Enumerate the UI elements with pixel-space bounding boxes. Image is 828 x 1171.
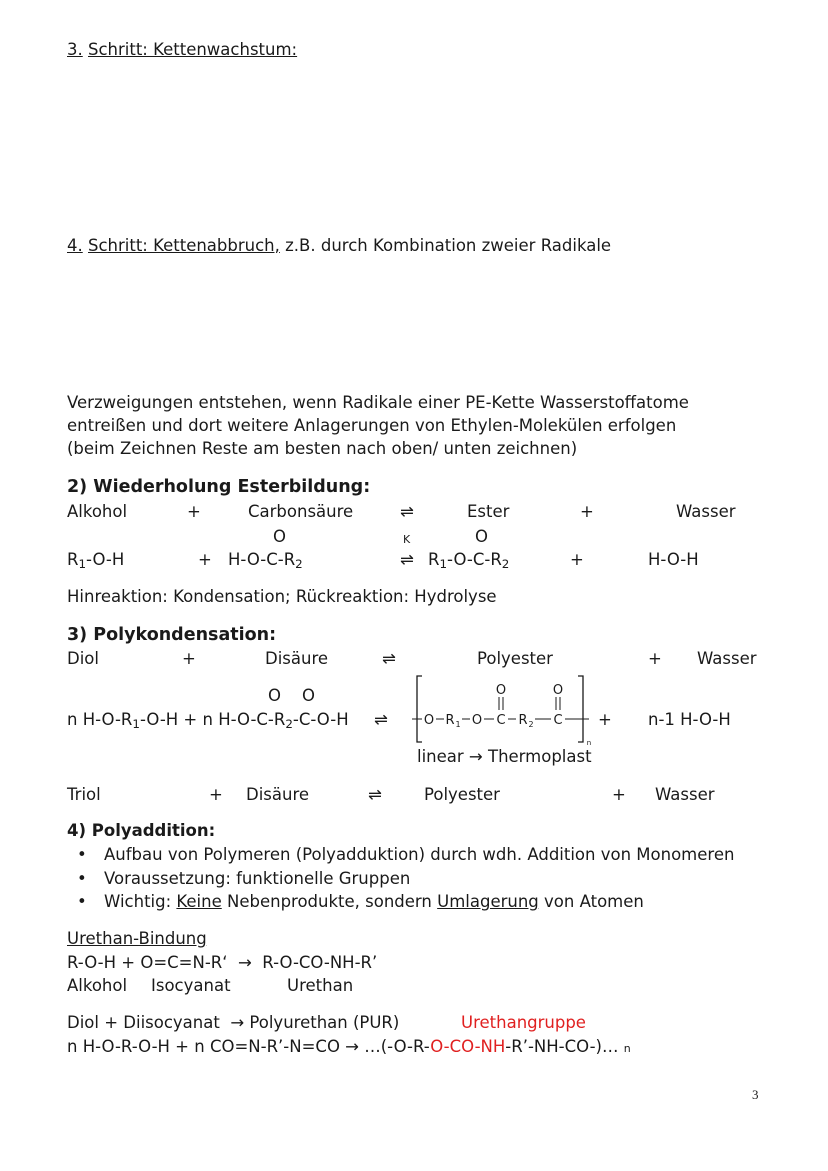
sec2-carbonyl-o2: O bbox=[475, 527, 488, 546]
branching-line-2: entreißen und dort weitere Anlagerungen von Ethylen-Molekülen erfolgen bbox=[67, 416, 677, 435]
sec3-diol: Diol bbox=[67, 649, 99, 668]
section4-heading: 4) Polyaddition: bbox=[67, 821, 216, 840]
sec2-note: Hinreaktion: Kondensation; Rückreaktion: Hydrolyse bbox=[67, 587, 497, 606]
sec2-plus1: + bbox=[187, 502, 201, 521]
sec3-plus2: + bbox=[648, 649, 662, 668]
struct-n: n bbox=[586, 739, 592, 746]
sec3-carbonyl-os: O O bbox=[268, 686, 315, 705]
sec2-water-formula: H-O-H bbox=[648, 550, 699, 569]
sec3-triol-plus2: + bbox=[612, 785, 626, 804]
sec3-polyester: Polyester bbox=[477, 649, 553, 668]
sec2-equilibrium: ⇌ bbox=[400, 502, 414, 521]
urethane-diol-line: Diol + Diisocyanat → Polyurethan (PUR) bbox=[67, 1013, 400, 1032]
step4-number: 4. bbox=[67, 236, 83, 255]
struct-o-top1: O bbox=[495, 683, 507, 698]
sec3-diacid: Disäure bbox=[265, 649, 329, 668]
sec3-triol-polyester: Polyester bbox=[424, 785, 500, 804]
sec3-triol: Triol bbox=[67, 785, 101, 804]
urethane-group-label: Urethangruppe bbox=[461, 1013, 586, 1032]
sec2-carbonyl-o1: O bbox=[273, 527, 286, 546]
sec2-equilibrium2: ⇌ bbox=[400, 550, 414, 569]
sec3-triol-plus1: + bbox=[209, 785, 223, 804]
section2-heading: 2) Wiederholung Esterbildung: bbox=[67, 477, 371, 497]
right-bracket bbox=[578, 676, 583, 742]
section3-heading: 3) Polykondensation: bbox=[67, 625, 277, 645]
struct-o-top2: O bbox=[552, 683, 564, 698]
sec2-alcohol: Alkohol bbox=[67, 502, 128, 521]
sec3-linear-note: linear → Thermoplast bbox=[417, 747, 592, 766]
urethane-label-alcohol: Alkohol bbox=[67, 976, 128, 995]
struct-c1: C bbox=[496, 713, 506, 728]
step3-heading bbox=[67, 40, 297, 60]
struct-r1: R bbox=[445, 713, 455, 728]
sec4-bullet-3: • Wichtig: Keine Nebenprodukte, sondern Umlagerung von Atomen bbox=[74, 892, 734, 916]
urethane-final-equation: n H-O-R-O-H + n CO=N-R’-N=CO → …(-O-R-O-CO-NH-R’-NH-CO-)… n bbox=[67, 1037, 631, 1056]
sec3-water-formula: n-1 H-O-H bbox=[648, 710, 731, 729]
struct-r2: R bbox=[518, 713, 528, 728]
sec2-ester: Ester bbox=[467, 502, 510, 521]
step4-title: Schritt: Kettenabbruch, bbox=[88, 236, 280, 255]
sec2-acid-formula: $H-O-C-R_2$ bbox=[228, 550, 303, 571]
sec4-bullet-1: • Aufbau von Polymeren (Polyadduktion) durch wdh. Addition von Monomeren bbox=[74, 845, 734, 869]
sec2-plus4: + bbox=[570, 550, 584, 569]
struct-r1-sub: 1 bbox=[455, 720, 461, 729]
struct-o: O bbox=[423, 713, 435, 728]
sec2-k-label: K bbox=[403, 533, 411, 546]
struct-r2-sub: 2 bbox=[528, 720, 534, 729]
struct-c2: C bbox=[553, 713, 563, 728]
urethane-label-isocyanate: Isocyanat bbox=[151, 976, 231, 995]
sec3-triol-water: Wasser bbox=[655, 785, 715, 804]
sec3-equilibrium: ⇌ bbox=[382, 649, 396, 668]
left-bracket bbox=[417, 676, 422, 742]
sec4-bullet-2: • Voraussetzung: funktionelle Gruppen bbox=[74, 869, 734, 893]
page-number: 3 bbox=[752, 1087, 759, 1102]
struct-o-mid: O bbox=[471, 713, 483, 728]
step3-number: 3. bbox=[67, 40, 83, 59]
sec2-r1-oh: $R_1-O-H$ bbox=[67, 550, 125, 571]
urethane-title: Urethan-Bindung bbox=[67, 929, 207, 948]
sec2-plus2: + bbox=[580, 502, 594, 521]
sec3-equilibrium2: ⇌ bbox=[374, 710, 388, 729]
sec3-plus3: + bbox=[598, 710, 612, 729]
sec4-bullet-list bbox=[74, 845, 734, 916]
step4-rest: z.B. durch Kombination zweier Radikale bbox=[279, 236, 612, 255]
branching-line-3: (beim Zeichnen Reste am besten nach oben/ unten zeichnen) bbox=[67, 439, 578, 458]
step3-title: Schritt: Kettenwachstum: bbox=[88, 40, 298, 59]
sec3-triol-equilibrium: ⇌ bbox=[368, 785, 382, 804]
sec3-water: Wasser bbox=[697, 649, 757, 668]
urethane-label-urethane: Urethan bbox=[287, 976, 354, 995]
step4-heading bbox=[67, 236, 611, 256]
polyester-structure bbox=[412, 672, 592, 746]
branching-line-1: Verzweigungen entstehen, wenn Radikale einer PE-Kette Wasserstoffatome bbox=[67, 393, 689, 412]
sec3-equation: n $H-O-R_1-O-H + n$ $H-O-C-R_2-C-O-H$ bbox=[67, 710, 349, 731]
sec2-acid: Carbonsäure bbox=[248, 502, 354, 521]
sec3-plus1: + bbox=[182, 649, 196, 668]
sec2-water: Wasser bbox=[676, 502, 736, 521]
urethane-reaction: R-O-H + O=C=N-R‘ → R-O-CO-NH-R’ bbox=[67, 953, 378, 972]
sec2-plus3: + bbox=[198, 550, 212, 569]
sec3-triol-diacid: Disäure bbox=[246, 785, 310, 804]
sec2-ester-formula: $R_1-O-C-R_2$ bbox=[428, 550, 510, 571]
